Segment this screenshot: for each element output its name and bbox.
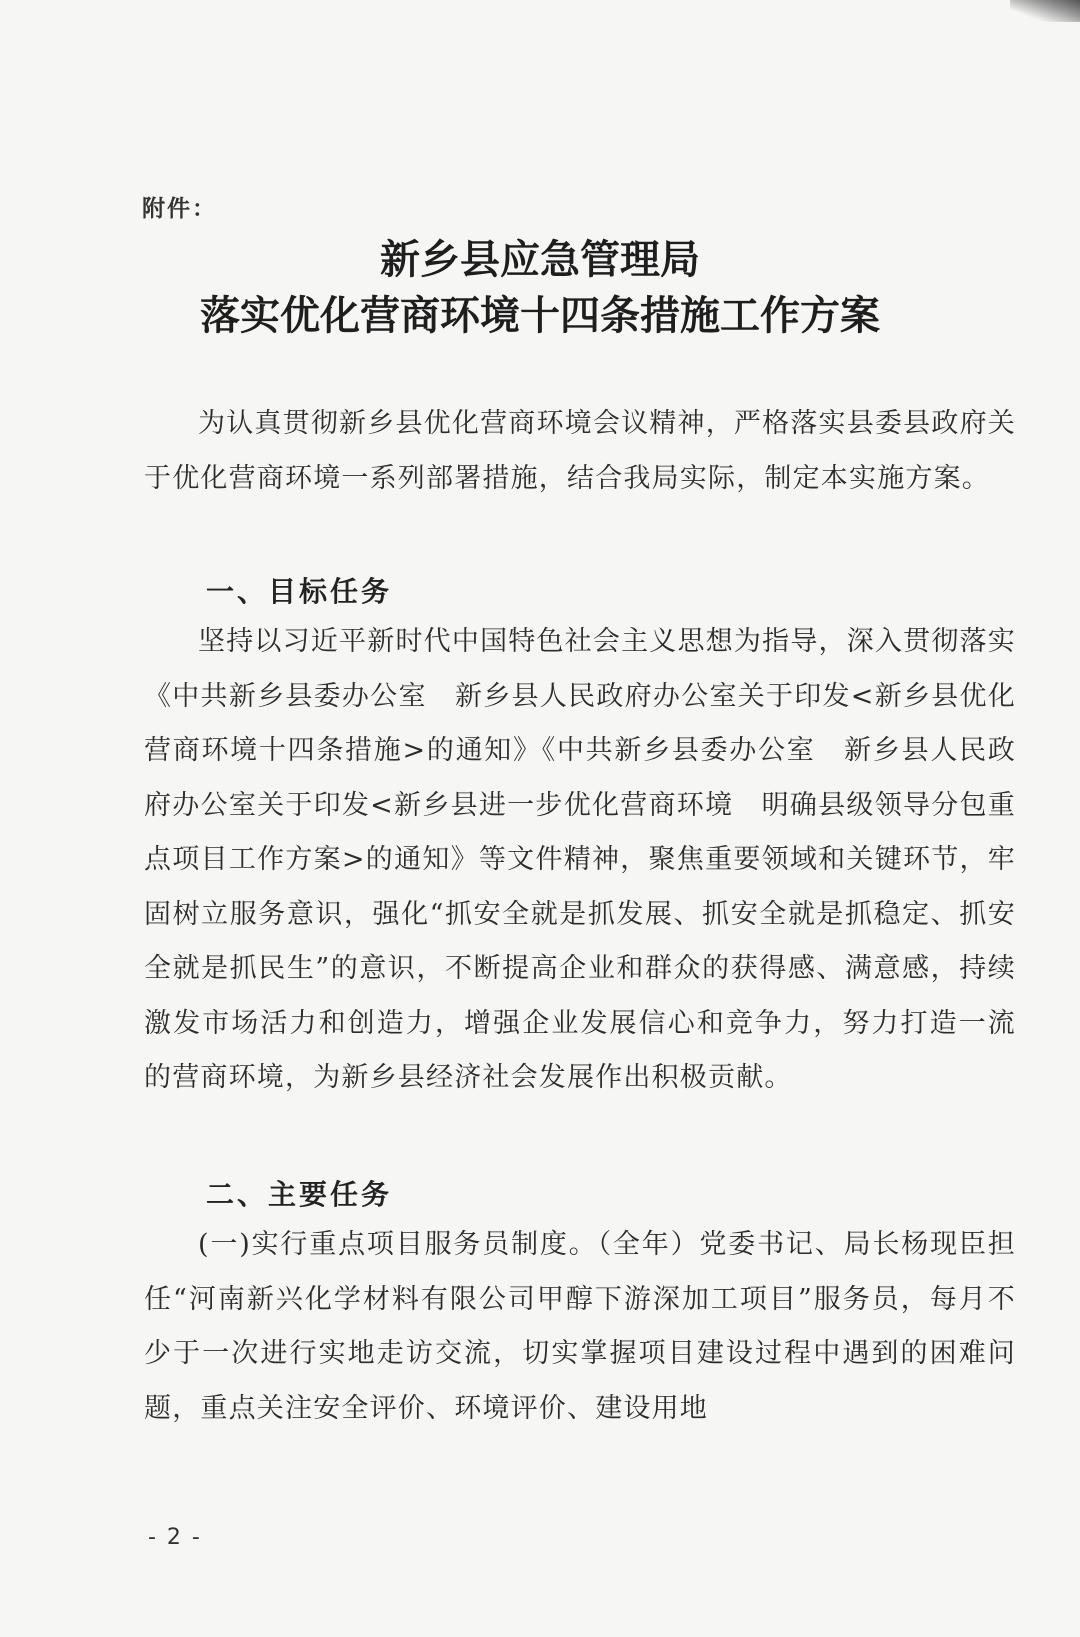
attachment-label: 附件：	[142, 196, 217, 222]
page-number: - 2 -	[148, 1525, 202, 1550]
section-paragraph-goals: 坚持以习近平新时代中国特色社会主义思想为指导，深入贯彻落实《中共新乡县委办公室 新乡县人民政府办公室关于印发<新乡县优化营商环境十四条措施>的通知》《中共新乡县委办公室 新乡县人民政府办公室关于印发<新乡县进一步优化营商环境 明确县级领导分包重点项目工作方案>的通知》等文件精神，聚焦重要领域和关键环节，牢固树立服务意识，强化“抓安全就是抓发展、抓安全就是抓稳定、抓安全就是抓民生”的意识，不断提高企业和群众的获得感、满意感，持续激发市场活力和创造力，增强企业发展信心和竞争力，努力打造一流的营商环境，为新乡县经济社会发展作出积极贡献。	[144, 626, 1016, 1093]
section-heading-main-tasks: 二、主要任务	[206, 1178, 393, 1211]
document-title-line-1: 新乡县应急管理局	[380, 236, 700, 283]
page-corner-shadow	[1010, 0, 1080, 22]
section-heading-goals: 一、目标任务	[206, 575, 393, 608]
document-title-line-2: 落实优化营商环境十四条措施工作方案	[200, 292, 880, 339]
intro-paragraph: 为认真贯彻新乡县优化营商环境会议精神，严格落实县委县政府关于优化营商环境一系列部署措施，结合我局实际，制定本实施方案。	[144, 408, 1016, 494]
section-paragraph-main-tasks: (一)实行重点项目服务员制度。（全年）党委书记、局长杨现臣担任“河南新兴化学材料有限公司甲醇下游深加工项目”服务员，每月不少于一次进行实地走访交流，切实掌握项目建设过程中遇到的困难问题，重点关注安全评价、环境评价、建设用地	[144, 1229, 1016, 1424]
